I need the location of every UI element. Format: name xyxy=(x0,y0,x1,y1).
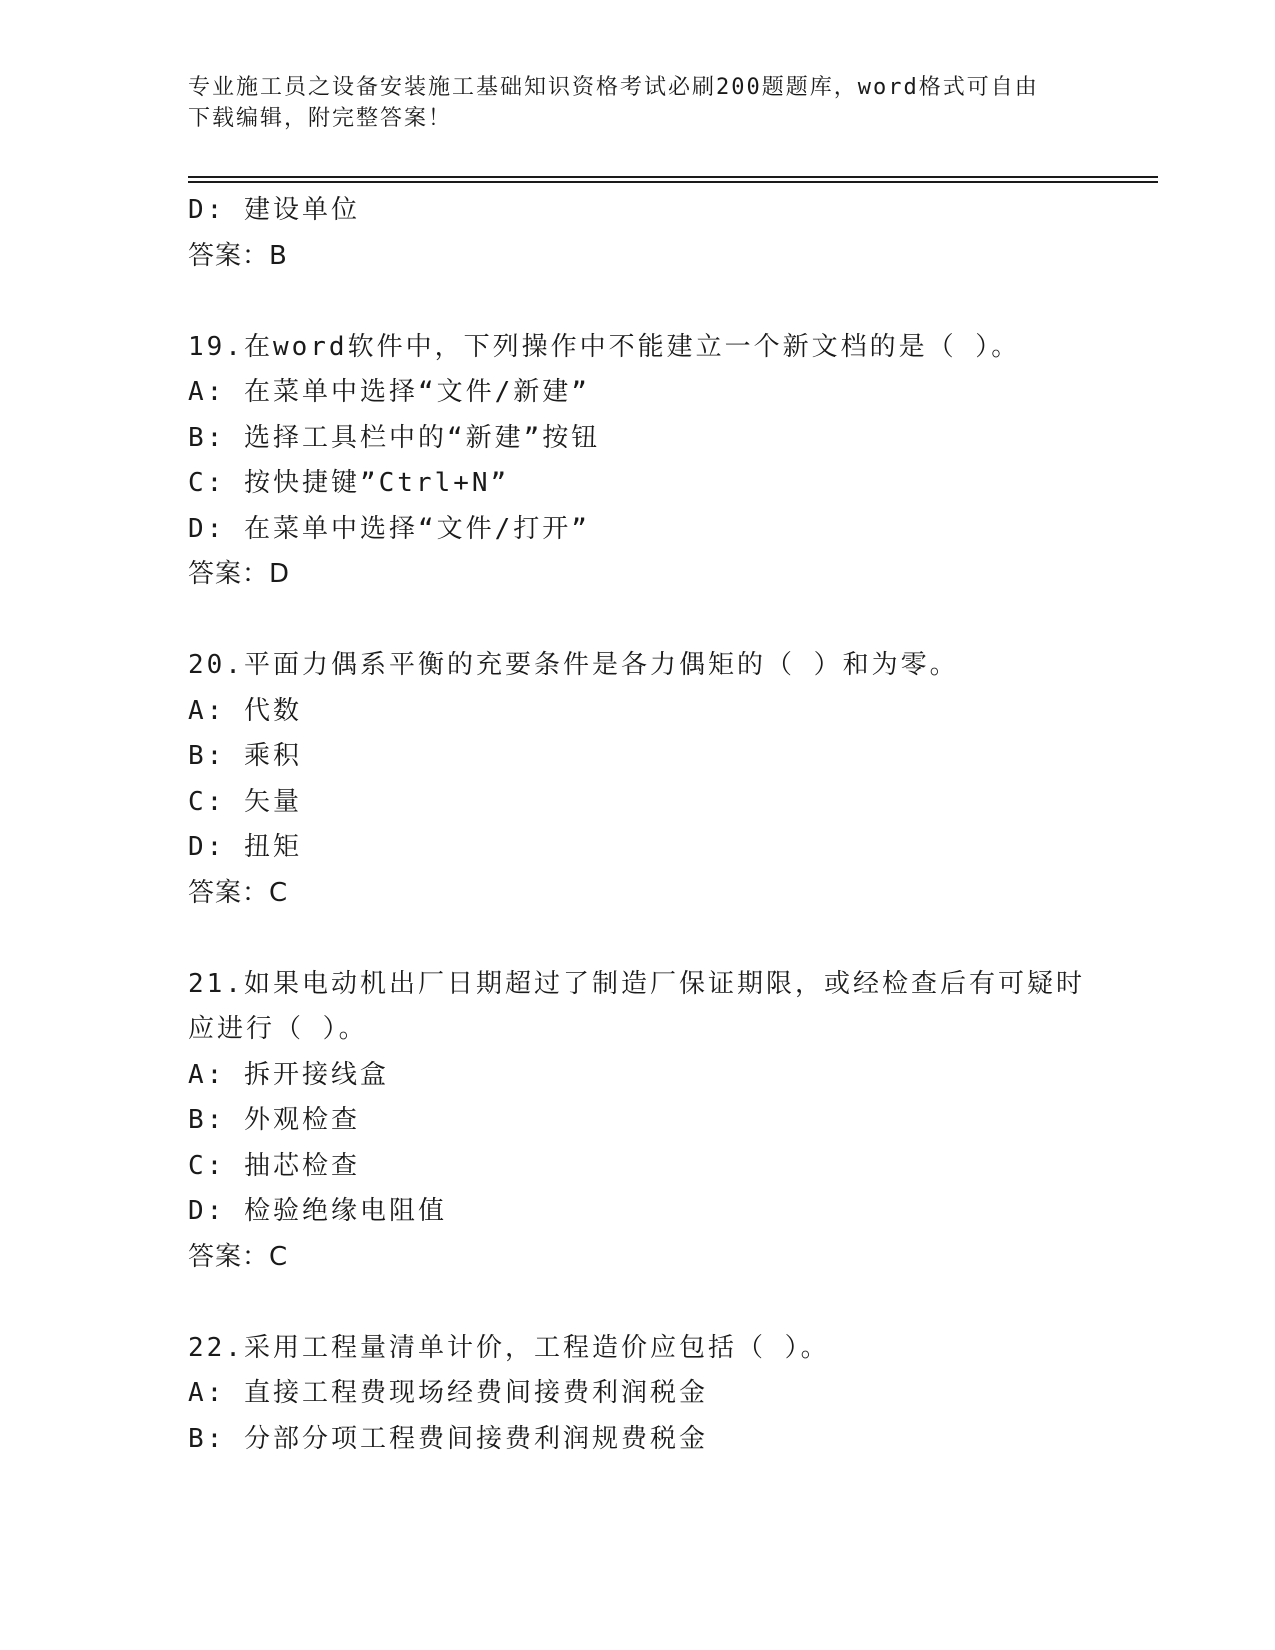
header-title-line-1: 专业施工员之设备安装施工基础知识资格考试必刷200题题库，word格式可自由 xyxy=(188,75,1039,100)
option-d: D: 在菜单中选择“文件/打开” xyxy=(188,513,590,544)
question-list xyxy=(188,188,1088,1462)
spacer xyxy=(188,916,1088,962)
header-divider-bottom xyxy=(188,181,1158,183)
question-text-line-1: 21.如果电动机出厂日期超过了制造厂保证期限，或经检查后有可疑时 xyxy=(188,968,1085,999)
option-a: A: 代数 xyxy=(188,695,302,726)
option-c: C: 抽芯检查 xyxy=(188,1150,360,1181)
document-header xyxy=(188,72,1088,134)
option-b: B: 分部分项工程费间接费利润规费税金 xyxy=(188,1423,708,1454)
option-a: A: 在菜单中选择“文件/新建” xyxy=(188,377,590,407)
option-d: D: 检验绝缘电阻值 xyxy=(188,1196,447,1226)
question-text: 20.平面力偶系平衡的充要条件是各力偶矩的（ ）和为零。 xyxy=(188,650,959,680)
spacer xyxy=(188,1280,1088,1326)
option-a: A: 直接工程费现场经费间接费利润税金 xyxy=(188,1378,708,1408)
spacer xyxy=(188,598,1088,644)
spacer xyxy=(188,279,1088,325)
option-b: B: 外观检查 xyxy=(188,1105,360,1135)
answer: 答案：D xyxy=(188,559,291,589)
header-title-line-2: 下载编辑，附完整答案！ xyxy=(188,106,453,131)
question-22 xyxy=(188,1326,1088,1463)
option-a: A: 拆开接线盒 xyxy=(188,1059,389,1090)
header-divider-top xyxy=(188,176,1158,178)
option-b: B: 乘积 xyxy=(188,741,302,771)
option-b: B: 选择工具栏中的“新建”按钮 xyxy=(188,422,601,453)
question-19 xyxy=(188,325,1088,598)
question-text: 19.在word软件中，下列操作中不能建立一个新文档的是（ ）。 xyxy=(188,331,1021,362)
prev-answer: 答案：B xyxy=(188,240,288,271)
question-20 xyxy=(188,643,1088,916)
option-c: C: 矢量 xyxy=(188,786,302,817)
answer: 答案：C xyxy=(188,1241,289,1272)
prev-option-d: D: 建设单位 xyxy=(188,195,360,225)
question-21 xyxy=(188,962,1088,1281)
option-d: D: 扭矩 xyxy=(188,832,302,862)
question-text: 22.采用工程量清单计价，工程造价应包括（ ）。 xyxy=(188,1332,830,1363)
question-text-line-2: 应进行（ ）。 xyxy=(188,1014,368,1044)
option-c: C: 按快捷键”Ctrl+N” xyxy=(188,468,510,498)
answer: 答案：C xyxy=(188,877,289,908)
